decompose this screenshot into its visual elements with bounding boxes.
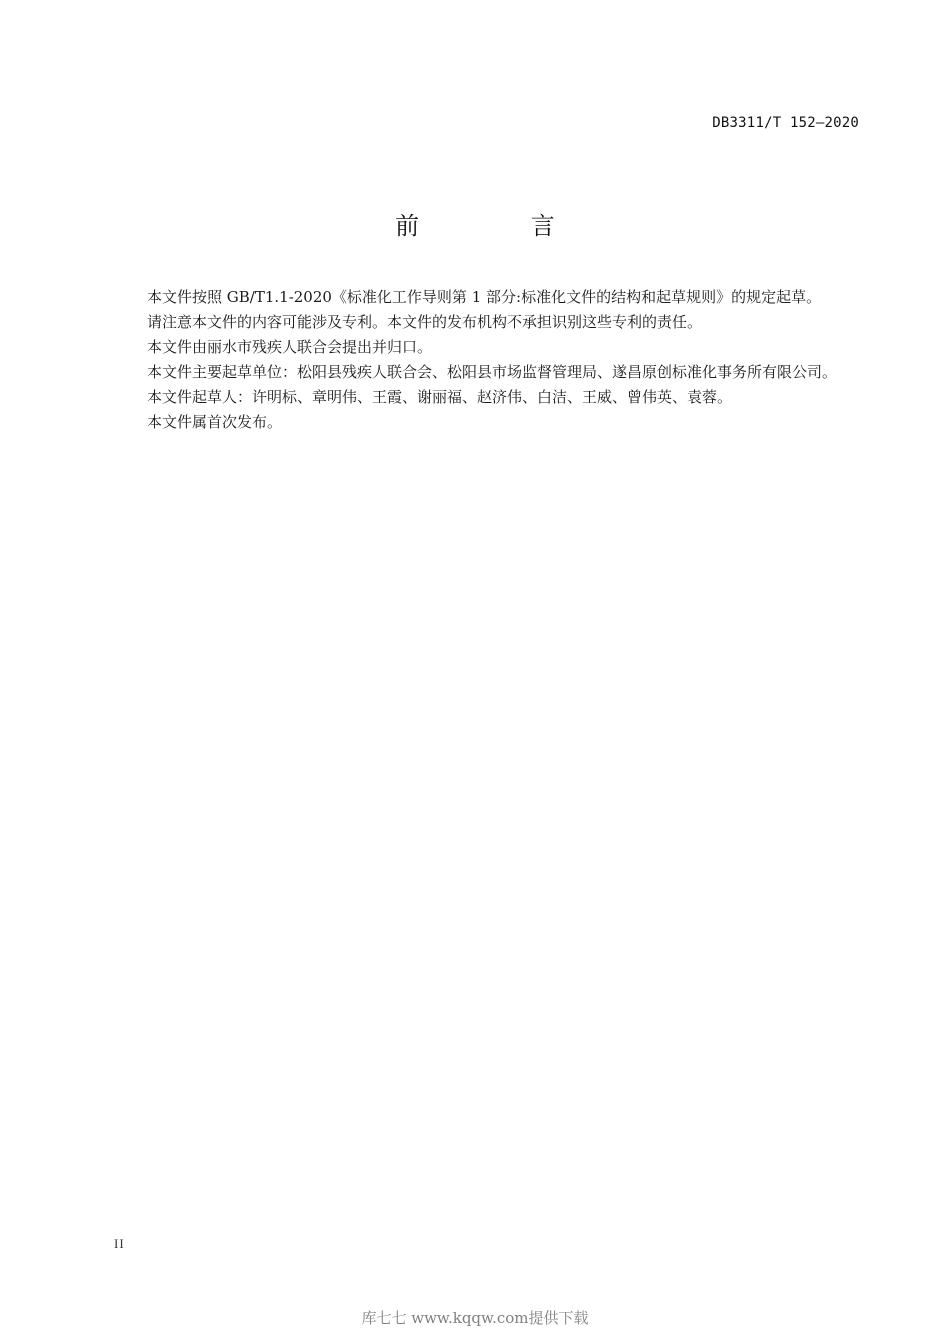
paragraph-proposer: 本文件由丽水市残疾人联合会提出并归口。 [147, 338, 433, 356]
page-title: 前 言 [395, 212, 607, 240]
paragraph-drafters: 本文件起草人：许明标、章明伟、王霞、谢丽福、赵济伟、白洁、王威、曾伟英、袁蓉。 [147, 388, 733, 406]
document-code: DB3311/T 152—2020 [712, 115, 859, 131]
page-number: II [114, 1236, 125, 1251]
paragraph-drafting-units: 本文件主要起草单位：松阳县残疾人联合会、松阳县市场监督管理局、遂昌原创标准化事务所有限公司。 [147, 363, 838, 381]
download-watermark: 库七七 www.kqqw.com提供下载 [361, 1309, 589, 1327]
paragraph-patent-notice: 请注意本文件的内容可能涉及专利。本文件的发布机构不承担识别这些专利的责任。 [147, 313, 703, 331]
paragraph-drafting-rules: 本文件按照 GB/T1.1-2020《标准化工作导则第 1 部分:标准化文件的结构和起草规则》的规定起草。 [147, 288, 822, 306]
preface-body [113, 285, 860, 435]
paragraph-first-release: 本文件属首次发布。 [147, 413, 283, 431]
